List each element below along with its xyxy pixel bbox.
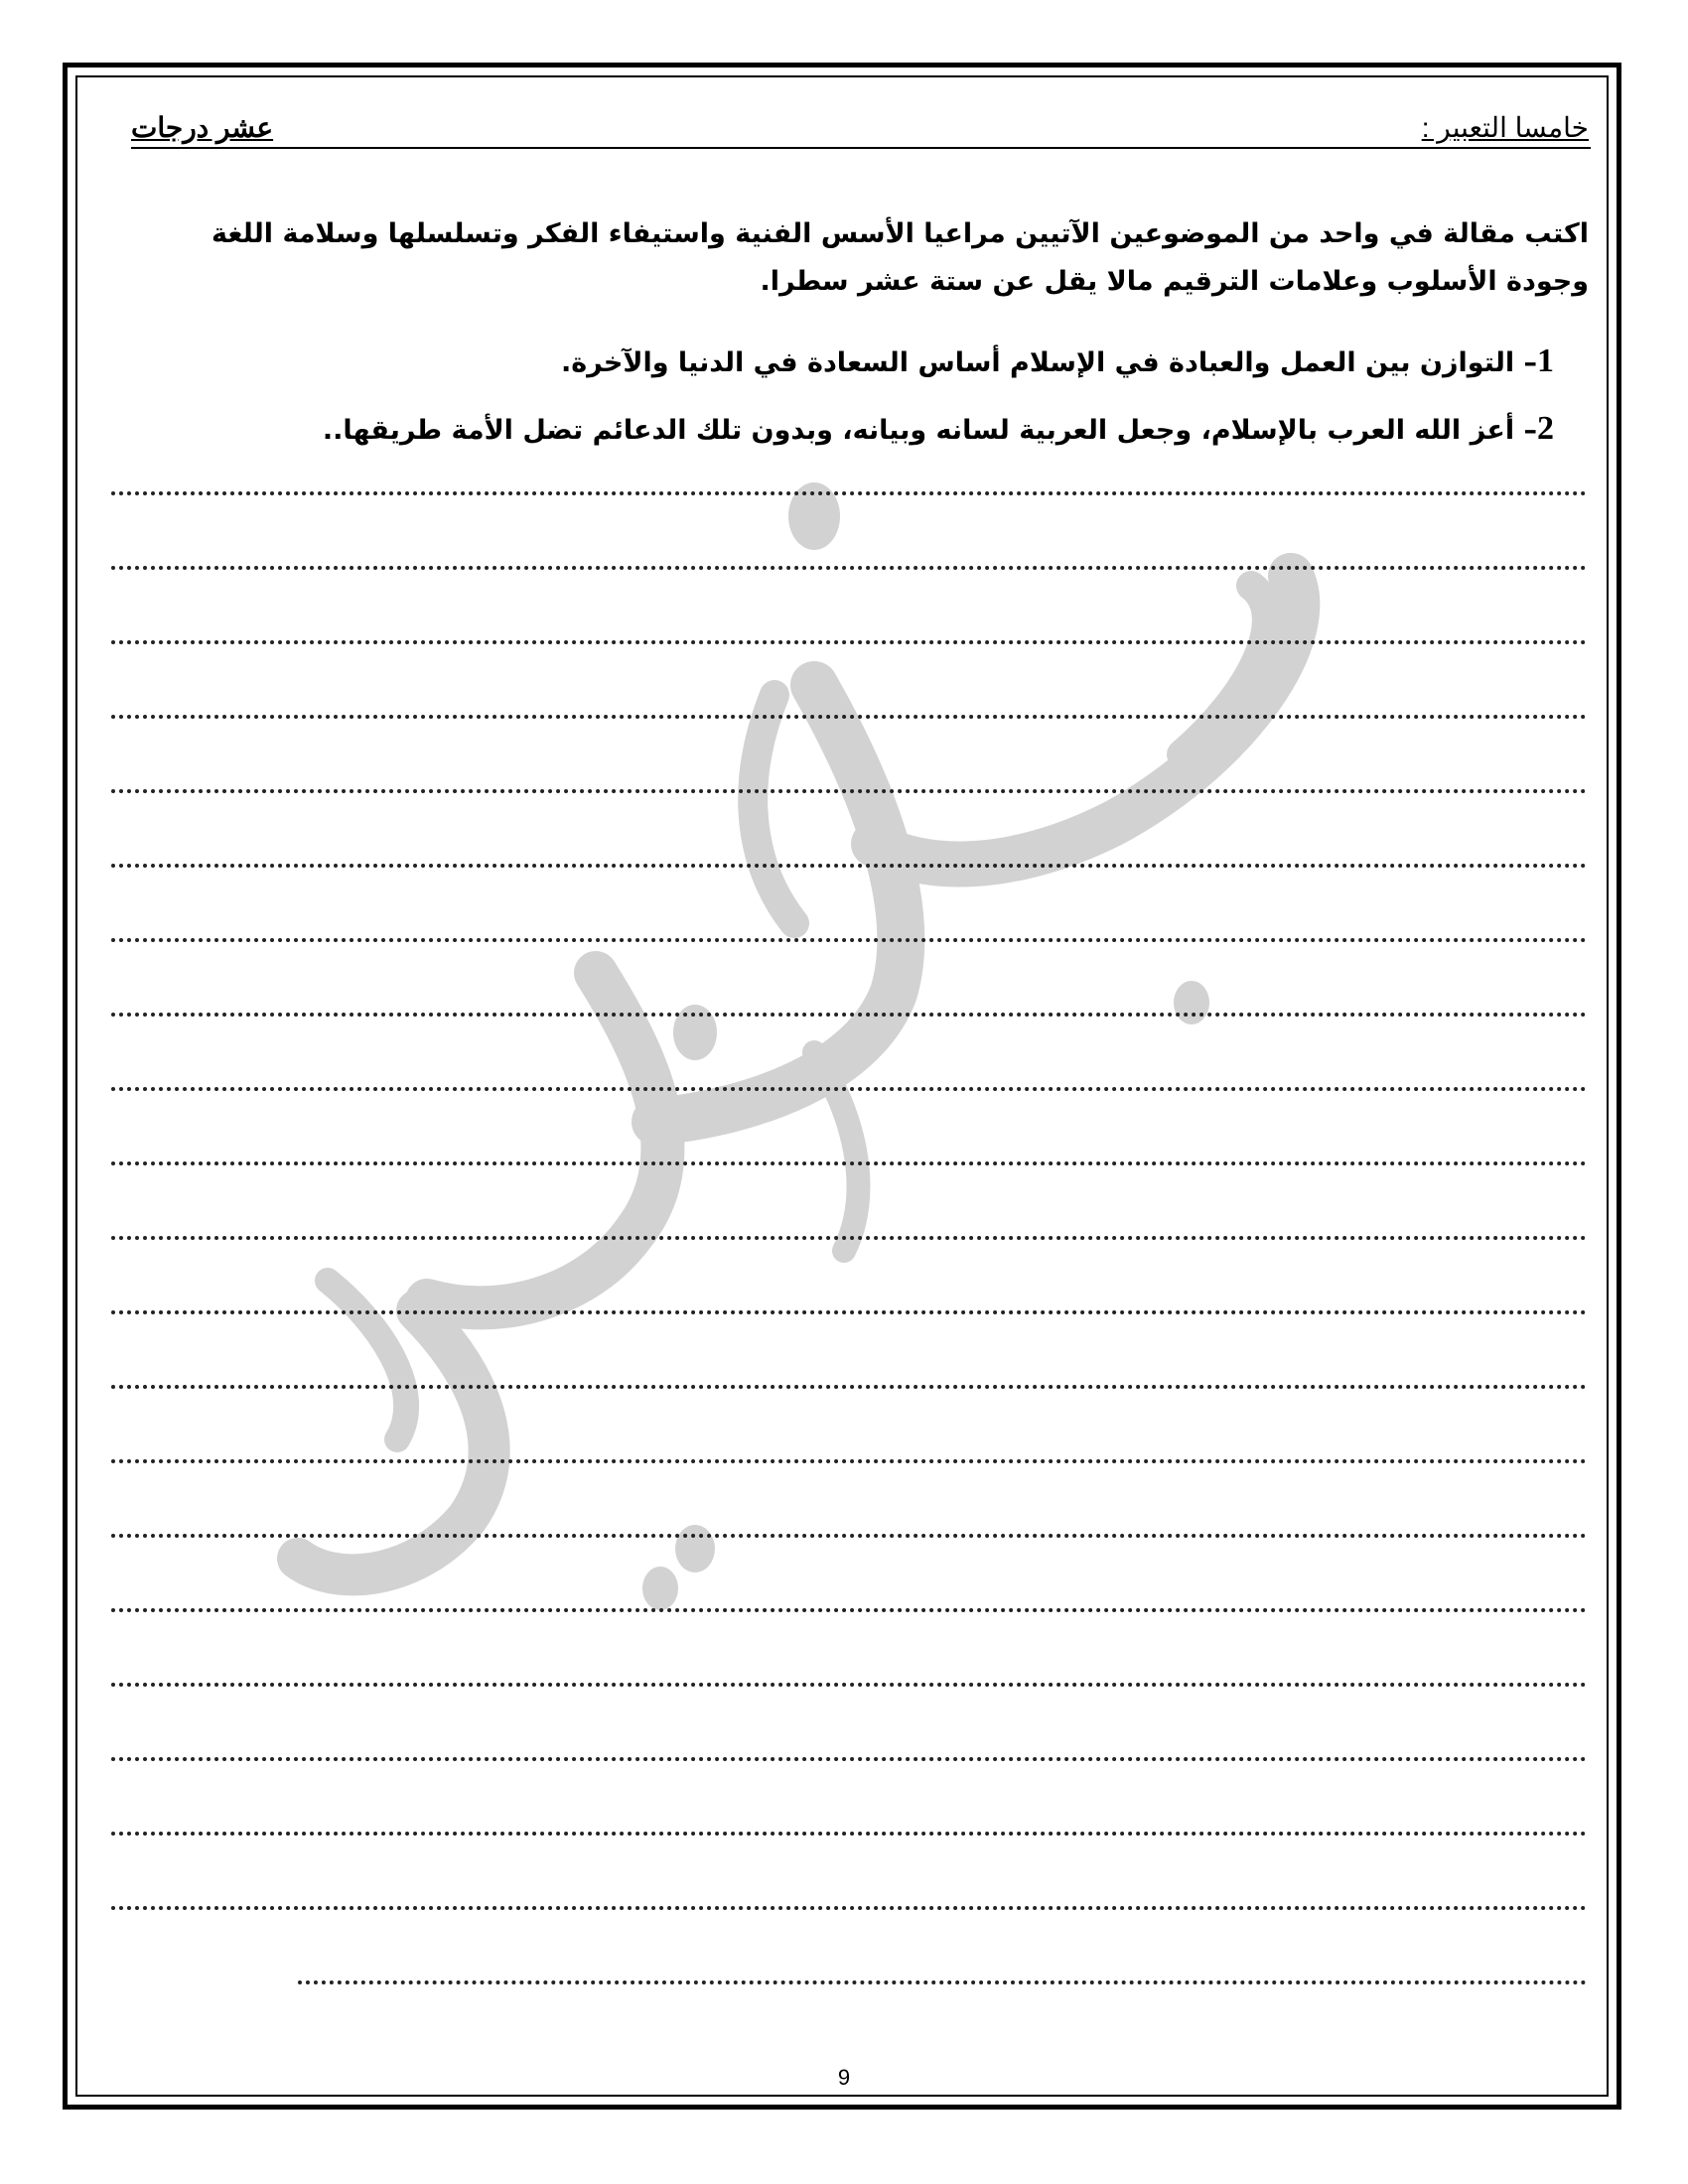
writing-line-last[interactable]: [298, 1980, 1587, 1984]
page-number: 9: [837, 2065, 851, 2090]
topic-1: [561, 342, 1554, 380]
topic-number: 1: [1537, 342, 1554, 379]
section-title: خامسا التعبير :: [1421, 112, 1589, 143]
writing-line[interactable]: [111, 1832, 1587, 1836]
header-divider: [131, 147, 1591, 149]
writing-line[interactable]: [111, 1906, 1587, 1910]
writing-line[interactable]: [111, 640, 1587, 644]
writing-line[interactable]: [111, 864, 1587, 868]
grade-label: عشر درجات: [131, 112, 274, 143]
writing-line[interactable]: [111, 1310, 1587, 1314]
writing-line[interactable]: [111, 1757, 1587, 1761]
topic-text: – التوازن بين العمل والعبادة في الإسلام أساس السعادة في الدنيا والآخرة.: [560, 347, 1537, 378]
writing-line[interactable]: [111, 1459, 1587, 1463]
topic-2: [323, 410, 1554, 448]
writing-line[interactable]: [111, 715, 1587, 719]
writing-line[interactable]: [111, 491, 1587, 495]
writing-line[interactable]: [111, 1534, 1587, 1538]
writing-line[interactable]: [111, 1683, 1587, 1687]
writing-line[interactable]: [111, 566, 1587, 570]
writing-line[interactable]: [111, 1013, 1587, 1017]
topic-number: 2: [1537, 410, 1554, 447]
writing-line[interactable]: [111, 1608, 1587, 1612]
writing-line[interactable]: [111, 1087, 1587, 1091]
topic-text: – أعز الله العرب بالإسلام، وجعل العربية لسانه وبيانه، وبدون تلك الدعائم تضل الأمة طريقها..: [322, 415, 1537, 446]
writing-line[interactable]: [111, 1385, 1587, 1389]
instructions-text: اكتب مقالة في واحد من الموضوعين الآتيين مراعيا الأسس الفنية واستيفاء الفكر وتسلسلها وسلامة اللغة وجودة الأسلوب وعلامات الترقيم مالا يقل عن ستة عشر سطرا.: [211, 218, 1589, 298]
writing-line[interactable]: [111, 1236, 1587, 1240]
writing-line[interactable]: [111, 938, 1587, 942]
writing-line[interactable]: [111, 1161, 1587, 1165]
writing-line[interactable]: [111, 789, 1587, 793]
